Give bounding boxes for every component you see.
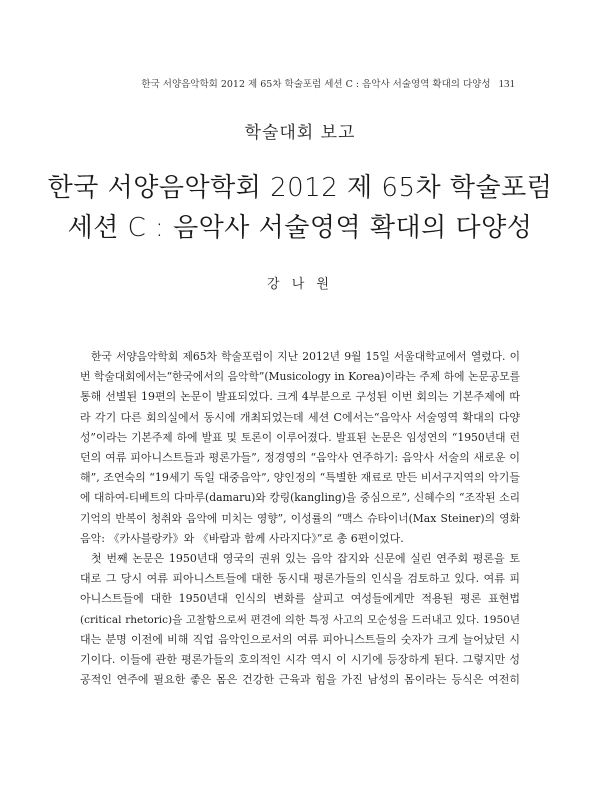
text-line: 음악: 《카사블랑카》와 《바람과 함께 사라지다》”로 총 6편이었다.	[80, 531, 404, 545]
text-line: 통해 선별된 19편의 논문이 발표되었다. 크게 4부분으로 구성된 이번 회의는 기본주제에 따	[80, 390, 520, 404]
text-line: 에 대하여-티베트의 다마루(damaru)와 캉링(kangling)을 중심으로”, 신혜수의 “조작된 소리	[80, 491, 520, 505]
article-title-line: 한국 서양음악학회 2012 제 65차 학술포럼	[47, 173, 553, 203]
text-line: 첫 번째 논문은 1950년대 영국의 권위 있는 음악 잡지와 신문에 실린 연주회 평론을 토	[91, 552, 520, 566]
page-number: 131	[498, 78, 515, 90]
text-line: 성”이라는 기본주제 하에 발표 및 토론이 이루어졌다. 발표된 논문은 임성연의 “1950년대 런	[80, 430, 520, 444]
text-line: 라 각기 다른 회의실에서 동시에 개최되었는데 세션 C에서는“음악사 서술영역 확대의 다양	[80, 410, 520, 424]
text-line: 대는 분명 이전에 비해 직업 음악인으로서의 여류 피아니스트들의 숫자가 크게 늘어났던 시	[80, 632, 520, 646]
text-line: 해”, 조연숙의 “19세기 독일 대중음악”, 양인정의 “특별한 재료로 만든 비서구지역의 악기들	[80, 471, 520, 485]
running-header	[80, 76, 515, 90]
section-label: 학술대회 보고	[244, 123, 356, 143]
text-line: 아니스트들에 대한 1950년대 인식의 변화를 살피고 여성들에게만 적용된 평론 표현법	[80, 592, 520, 606]
text-line: 한국 서양음악학회 제65차 학술포럼이 지난 2012년 9월 15일 서울대학교에서 열렸다. 이	[91, 350, 520, 363]
article-title	[40, 168, 560, 248]
article-body	[80, 347, 520, 690]
paragraph	[80, 549, 520, 690]
text-line: 기억의 반복이 청취와 음악에 미치는 영향”, 이성률의 “맥스 슈타이너(Max Steiner)의 영화	[80, 511, 520, 525]
text-line: 번 학술대회에서는“한국에서의 음악학”(Musicology in Korea)이라는 주제 하에 논문공모를	[80, 370, 520, 384]
author-name: 강 나 원	[267, 277, 333, 292]
article-title-line: 세션 C : 음악사 서술영역 확대의 다양성	[67, 213, 533, 243]
running-header-title: 한국 서양음악학회 2012 제 65차 학술포럼 세션 C : 음악사 서술영역 확대의 다양성	[141, 79, 491, 90]
paragraph	[80, 347, 520, 549]
text-line: 기이다. 이들에 관한 평론가들의 호의적인 시각 역시 이 시기에 등장하게 된다. 그렇지만 성	[80, 653, 520, 667]
text-line: 던의 여류 피아니스트들과 평론가들”, 정경영의 “음악사 연주하기: 음악사 서술의 새로운 이	[80, 451, 520, 465]
text-line: 공적인 연주에 필요한 좋은 몸은 건강한 근육과 힘을 가진 남성의 몸이라는 등식은 여전히	[80, 673, 520, 687]
text-line: (critical rhetoric)을 고찰함으로써 편견에 의한 특정 사고의 모순성을 드러내고 있다. 1950년	[80, 613, 520, 626]
text-line: 대로 그 당시 여류 피아니스트들에 대한 동시대 평론가들의 인식을 검토하고 있다. 여류 피	[80, 572, 520, 586]
